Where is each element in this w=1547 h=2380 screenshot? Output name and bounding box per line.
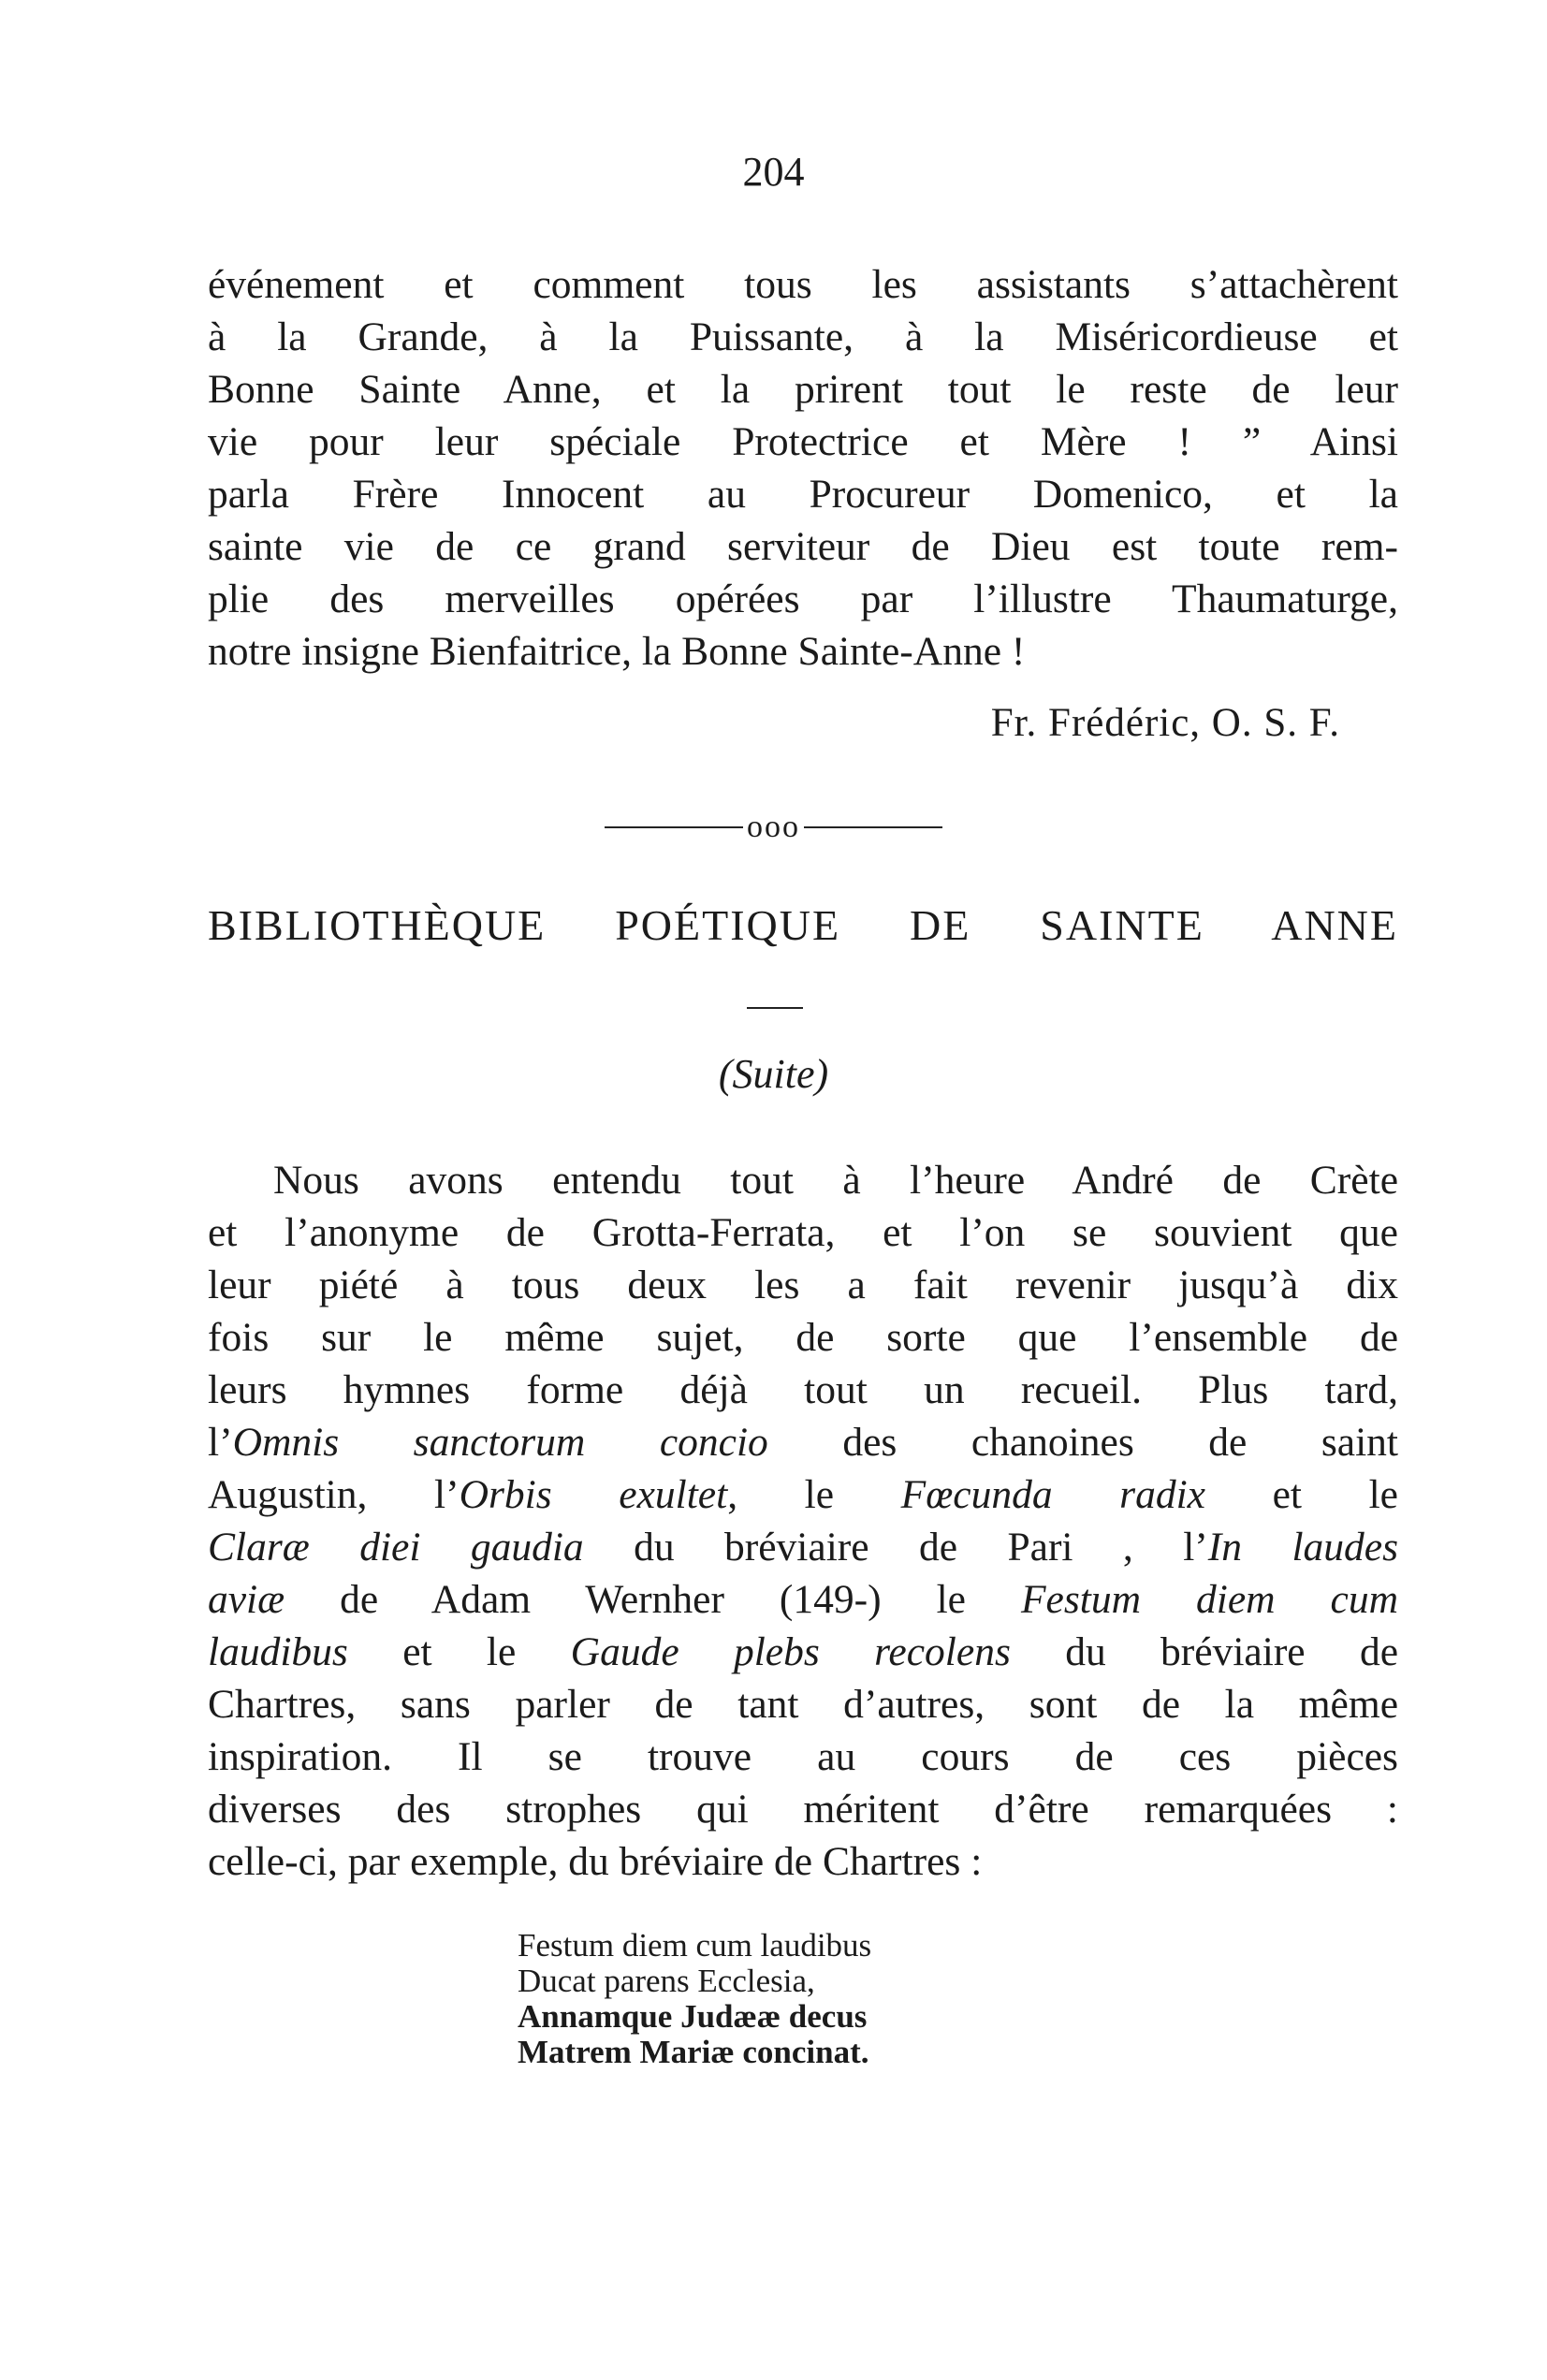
text-line [208,1783,1398,1835]
text-line [273,1154,1398,1206]
italic-title: In laudes [1207,1525,1399,1570]
text-line [208,1364,1398,1416]
verse-line: Matrem Mariæ concinat. [518,2034,869,2070]
text-line: à la Grande, à la Puissante, à la Miséricordieuse et [208,314,1398,359]
text-line [208,1678,1398,1730]
divider-ornament: ooo [747,810,800,844]
text-line: sainte vie de ce grand serviteur de Dieu est toute rem- [208,524,1398,569]
italic-title: laudibus [208,1629,348,1674]
text-run: celle-ci, par exemple, du bréviaire de Chartres : [208,1839,983,1884]
text-run: diverses des strophes qui méritent d’être remarquées : [208,1787,1398,1832]
italic-title: Fœcunda radix [900,1472,1205,1517]
divider-rule-left [605,826,743,828]
text-run: inspiration. Il se trouve au cours de ces pièces [208,1734,1398,1779]
italic-title: Claræ diei gaudia [208,1525,584,1570]
text-run: des chanoines de saint [767,1420,1398,1465]
text-run: leur piété à tous deux les a fait revenir jusqu’à dix [208,1263,1398,1307]
text-run: Chartres, sans parler de tant d’autres, sont de la même [208,1682,1398,1727]
text-run: de Adam Wernher (149-) le [285,1577,1021,1622]
text-run: et le [347,1629,571,1674]
text-run: et l’anonyme de Grotta-Ferrata, et l’on se souvient que [208,1210,1398,1255]
italic-title: Festum diem cum [1020,1577,1398,1622]
text-line [208,1835,1398,1888]
text-run: du bréviaire de [1010,1629,1398,1674]
text-line [208,1573,1398,1626]
italic-title: Gaude plebs recolens [570,1629,1011,1674]
text-line [208,1468,1398,1521]
text-line [208,1311,1398,1364]
text-run: du bréviaire de Pari , l’ [583,1525,1208,1570]
text-line: parla Frère Innocent au Procureur Domenico, et la [208,472,1398,517]
text-run: Augustin, l’ [208,1472,460,1517]
section-subtitle: (Suite) [718,1051,829,1097]
text-line: plie des merveilles opérées par l’illustre Thaumaturge, [208,577,1398,621]
text-run: leurs hymnes forme déjà tout un recueil. Plus tard, [208,1367,1398,1412]
text-line [208,1730,1398,1783]
verse-line: Festum diem cum laudibus [518,1927,872,1964]
text-line [208,1626,1398,1678]
text-line [208,1206,1398,1259]
text-line [208,1521,1398,1573]
text-line: vie pour leur spéciale Protectrice et Mère ! ” Ainsi [208,419,1398,464]
text-run: fois sur le même sujet, de sorte que l’ensemble de [208,1315,1398,1360]
section-title: BIBLIOTHÈQUE POÉTIQUE DE SAINTE ANNE [208,901,1398,949]
author-signature: Fr. Frédéric, O. S. F. [990,701,1340,745]
page-number: 204 [742,149,805,195]
title-rule [747,1007,803,1009]
verse-line: Ducat parens Ecclesia, [518,1963,815,1999]
text-run: l’ [208,1420,233,1465]
text-run: , le [727,1472,901,1517]
section-divider [0,805,1547,850]
italic-title: Omnis sanctorum concio [232,1420,768,1465]
verse-line: Annamque Judææ decus [518,1998,868,2035]
text-run: et le [1205,1472,1398,1517]
italic-title: aviæ [208,1577,285,1622]
text-line [208,1259,1398,1311]
text-run: Nous avons entendu tout à l’heure André de Crète [273,1158,1398,1203]
text-line: Bonne Sainte Anne, et la prirent tout le reste de leur [208,367,1398,412]
text-line: événement et comment tous les assistants s’attachèrent [208,262,1398,307]
text-line [208,1416,1398,1468]
divider-rule-right [804,826,942,828]
text-line: notre insigne Bienfaitrice, la Bonne Sainte-Anne ! [208,629,1026,674]
italic-title: Orbis exultet [459,1472,728,1517]
